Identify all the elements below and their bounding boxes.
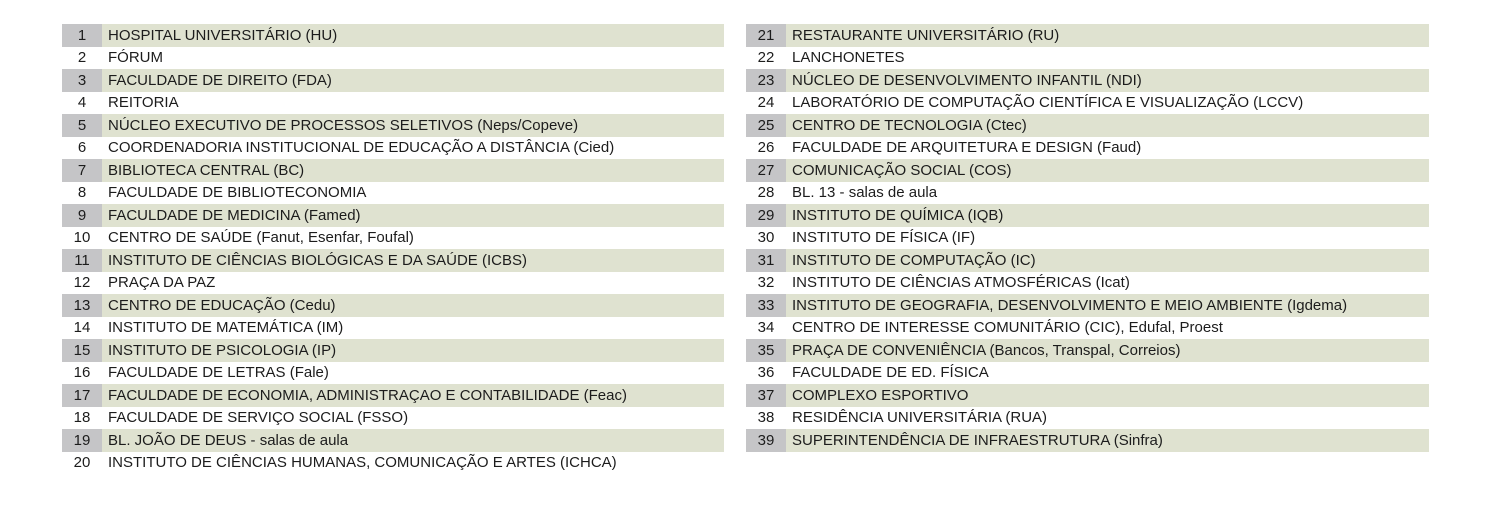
legend-row-number: 35 xyxy=(746,339,786,362)
legend-row xyxy=(746,294,1429,317)
legend-row-number: 29 xyxy=(746,204,786,227)
legend-row xyxy=(746,159,1429,182)
legend-row xyxy=(746,114,1429,137)
legend-row-number: 2 xyxy=(77,49,87,67)
legend-row xyxy=(62,249,724,272)
legend-row-name: INSTITUTO DE CIÊNCIAS HUMANAS, COMUNICAÇÃO E ARTES (ICHCA) xyxy=(108,454,617,472)
legend-row-number: 8 xyxy=(77,184,87,202)
legend-row-name: BL. 13 - salas de aula xyxy=(792,184,938,202)
legend-row-number: 26 xyxy=(757,139,775,157)
legend-row-name: INSTITUTO DE QUÍMICA (IQB) xyxy=(786,204,1429,227)
legend-row-number: 16 xyxy=(73,364,91,382)
legend-row xyxy=(62,137,724,160)
legend-row-number: 34 xyxy=(757,319,775,337)
legend-row-number: 13 xyxy=(62,294,102,317)
legend-row xyxy=(746,272,1429,295)
legend-row-number: 1 xyxy=(62,24,102,47)
legend-row xyxy=(746,69,1429,92)
legend-row-name: FACULDADE DE ED. FÍSICA xyxy=(792,364,989,382)
legend-row-name: PRAÇA DE CONVENIÊNCIA (Bancos, Transpal, Correios) xyxy=(786,339,1429,362)
legend-row-name: INSTITUTO DE CIÊNCIAS BIOLÓGICAS E DA SAÚDE (ICBS) xyxy=(102,249,724,272)
legend-row xyxy=(746,137,1429,160)
legend-row-number: 30 xyxy=(757,229,775,247)
legend-row xyxy=(62,384,724,407)
legend-row-number: 23 xyxy=(746,69,786,92)
legend-row xyxy=(746,249,1429,272)
legend-row-number: 20 xyxy=(73,454,91,472)
legend-row xyxy=(62,24,724,47)
legend-row xyxy=(746,204,1429,227)
legend-row xyxy=(62,227,724,250)
legend-row xyxy=(746,429,1429,452)
legend-row-name: LABORATÓRIO DE COMPUTAÇÃO CIENTÍFICA E VISUALIZAÇÃO (LCCV) xyxy=(792,94,1304,112)
legend-row-number: 38 xyxy=(757,409,775,427)
legend-row-name: PRAÇA DA PAZ xyxy=(108,274,216,292)
legend-column-right xyxy=(746,24,1429,474)
legend-row xyxy=(62,362,724,385)
legend-row-number: 6 xyxy=(77,139,87,157)
legend-row-number: 24 xyxy=(757,94,775,112)
legend-row-name: FACULDADE DE ARQUITETURA E DESIGN (Faud) xyxy=(792,139,1142,157)
legend-row-number: 15 xyxy=(62,339,102,362)
legend-row-name: FÓRUM xyxy=(108,49,163,67)
legend-row-number: 17 xyxy=(62,384,102,407)
legend-row-number: 25 xyxy=(746,114,786,137)
legend-row-number: 14 xyxy=(73,319,91,337)
legend-row-number: 36 xyxy=(757,364,775,382)
legend-row-name: FACULDADE DE ECONOMIA, ADMINISTRAÇAO E CONTABILIDADE (Feac) xyxy=(102,384,724,407)
legend-row xyxy=(62,407,724,430)
legend-row-name: SUPERINTENDÊNCIA DE INFRAESTRUTURA (Sinfra) xyxy=(786,429,1429,452)
legend-row xyxy=(62,339,724,362)
legend-row-number: 37 xyxy=(746,384,786,407)
legend-row-number: 11 xyxy=(62,249,102,272)
legend-row-name: FACULDADE DE MEDICINA (Famed) xyxy=(102,204,724,227)
legend-row-number: 39 xyxy=(746,429,786,452)
legend-row-name: BIBLIOTECA CENTRAL (BC) xyxy=(102,159,724,182)
legend-row-name: CENTRO DE SAÚDE (Fanut, Esenfar, Foufal) xyxy=(108,229,414,247)
legend-row-name: INSTITUTO DE CIÊNCIAS ATMOSFÉRICAS (Icat) xyxy=(792,274,1130,292)
legend-row-number: 28 xyxy=(757,184,775,202)
legend-row xyxy=(62,182,724,205)
legend-row xyxy=(62,452,724,475)
legend-row xyxy=(746,227,1429,250)
legend-row-name: FACULDADE DE BIBLIOTECONOMIA xyxy=(108,184,367,202)
legend-row-name: CENTRO DE INTERESSE COMUNITÁRIO (CIC), Edufal, Proest xyxy=(792,319,1223,337)
legend-row-name: INSTITUTO DE COMPUTAÇÃO (IC) xyxy=(786,249,1429,272)
legend-row xyxy=(62,429,724,452)
legend-row-name: INSTITUTO DE GEOGRAFIA, DESENVOLVIMENTO E MEIO AMBIENTE (Igdema) xyxy=(786,294,1429,317)
building-legend xyxy=(62,24,1429,474)
legend-row-number: 12 xyxy=(73,274,91,292)
legend-row xyxy=(62,69,724,92)
legend-row xyxy=(62,159,724,182)
legend-row xyxy=(746,317,1429,340)
legend-row xyxy=(746,384,1429,407)
legend-row-number: 31 xyxy=(746,249,786,272)
legend-row-name: COORDENADORIA INSTITUCIONAL DE EDUCAÇÃO A DISTÂNCIA (Cied) xyxy=(108,139,615,157)
legend-row-name: CENTRO DE EDUCAÇÃO (Cedu) xyxy=(102,294,724,317)
legend-row-name: NÚCLEO EXECUTIVO DE PROCESSOS SELETIVOS (Neps/Copeve) xyxy=(102,114,724,137)
legend-row xyxy=(62,317,724,340)
legend-row-name: RESTAURANTE UNIVERSITÁRIO (RU) xyxy=(786,24,1429,47)
legend-row-name: FACULDADE DE DIREITO (FDA) xyxy=(102,69,724,92)
legend-row-number: 4 xyxy=(77,94,87,112)
legend-row-name: COMPLEXO ESPORTIVO xyxy=(786,384,1429,407)
legend-row-number: 32 xyxy=(757,274,775,292)
legend-row-number: 21 xyxy=(746,24,786,47)
legend-row-name: RESIDÊNCIA UNIVERSITÁRIA (RUA) xyxy=(792,409,1048,427)
legend-row xyxy=(62,294,724,317)
legend-row-name: FACULDADE DE SERVIÇO SOCIAL (FSSO) xyxy=(108,409,409,427)
legend-row-name: REITORIA xyxy=(108,94,179,112)
legend-row-number: 18 xyxy=(73,409,91,427)
legend-row xyxy=(746,407,1429,430)
legend-row-name: COMUNICAÇÃO SOCIAL (COS) xyxy=(786,159,1429,182)
legend-row-name: INSTITUTO DE PSICOLOGIA (IP) xyxy=(102,339,724,362)
legend-row-number: 33 xyxy=(746,294,786,317)
legend-row xyxy=(62,204,724,227)
legend-row xyxy=(746,92,1429,115)
legend-row xyxy=(746,339,1429,362)
legend-row-number: 7 xyxy=(62,159,102,182)
legend-row-name: HOSPITAL UNIVERSITÁRIO (HU) xyxy=(102,24,724,47)
legend-row-number: 9 xyxy=(62,204,102,227)
legend-row xyxy=(62,92,724,115)
legend-column-left xyxy=(62,24,724,474)
legend-row-name: INSTITUTO DE FÍSICA (IF) xyxy=(792,229,976,247)
legend-row-number: 19 xyxy=(62,429,102,452)
legend-row-number: 10 xyxy=(73,229,91,247)
legend-row xyxy=(746,24,1429,47)
legend-row xyxy=(746,362,1429,385)
legend-row xyxy=(746,47,1429,70)
legend-row xyxy=(746,182,1429,205)
legend-row-name: BL. JOÃO DE DEUS - salas de aula xyxy=(102,429,724,452)
legend-row-number: 5 xyxy=(62,114,102,137)
legend-row-name: CENTRO DE TECNOLOGIA (Ctec) xyxy=(786,114,1429,137)
legend-row xyxy=(62,47,724,70)
legend-row-number: 27 xyxy=(746,159,786,182)
legend-row-number: 22 xyxy=(757,49,775,67)
legend-row xyxy=(62,272,724,295)
legend-row xyxy=(62,114,724,137)
legend-row-name: LANCHONETES xyxy=(792,49,905,67)
legend-row-name: FACULDADE DE LETRAS (Fale) xyxy=(108,364,329,382)
legend-row-name: INSTITUTO DE MATEMÁTICA (IM) xyxy=(108,319,344,337)
legend-row-number: 3 xyxy=(62,69,102,92)
legend-row-name: NÚCLEO DE DESENVOLVIMENTO INFANTIL (NDI) xyxy=(786,69,1429,92)
